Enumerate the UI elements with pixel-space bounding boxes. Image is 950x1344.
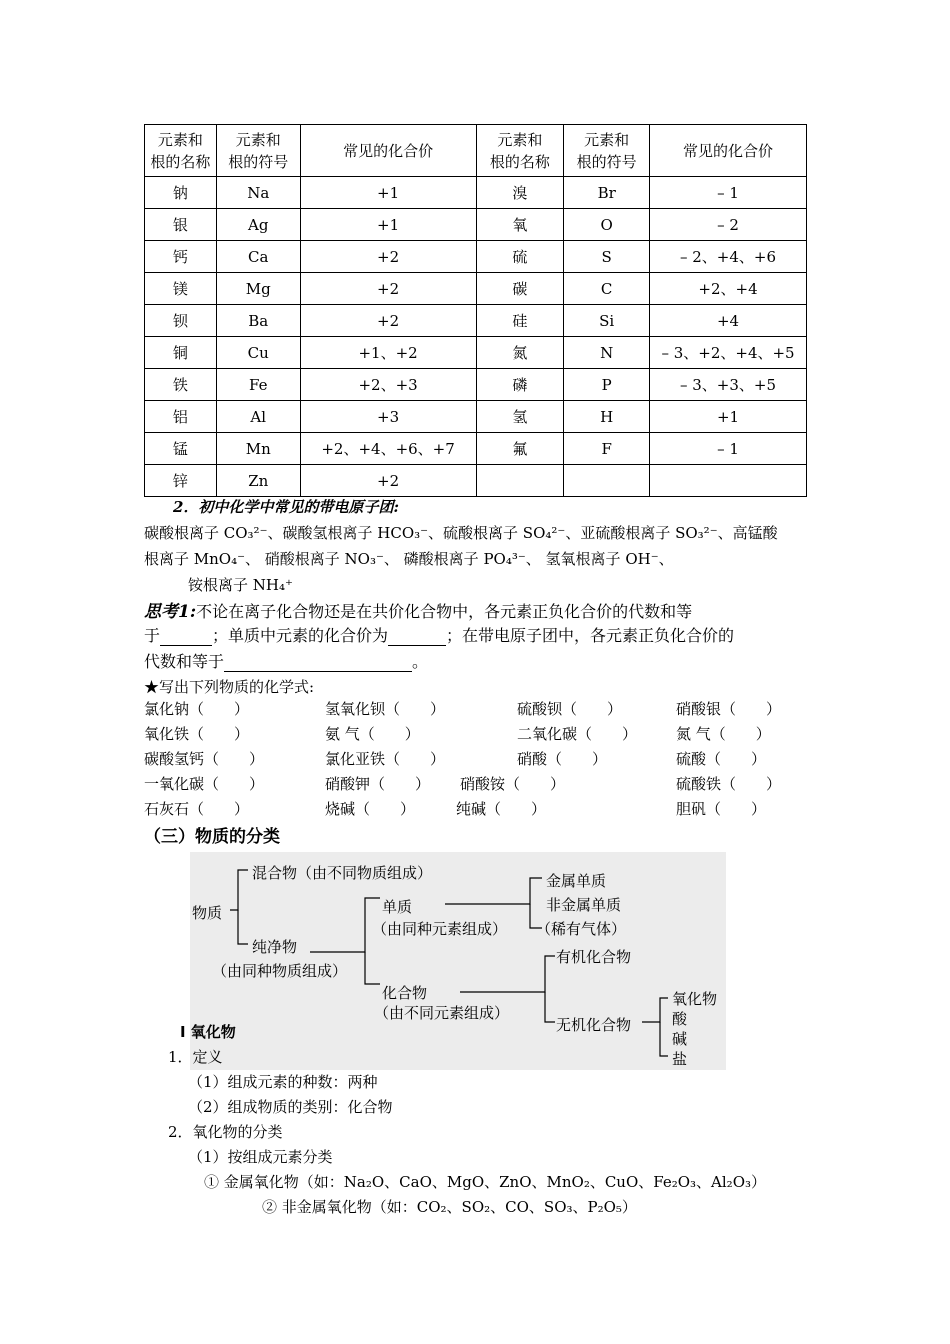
table-cell: – 2 <box>650 209 807 241</box>
table-cell: 氮 <box>476 337 564 369</box>
metal-oxide-line: ① 金属氧化物（如：Na₂O、CaO、MgO、ZnO、MnO₂、CuO、Fe₂O₃、Al₂O₃） <box>204 1173 767 1191</box>
table-cell: 氟 <box>476 433 564 465</box>
exercise-item[interactable]: 碳酸氢钙（ ） <box>144 750 265 768</box>
table-cell: 镁 <box>145 273 217 305</box>
table-cell: +1 <box>650 401 807 433</box>
table-cell: Fe <box>216 369 300 401</box>
table-row <box>145 465 807 497</box>
table-row <box>145 337 807 369</box>
ion-line-1: 碳酸根离子 CO₃²⁻、碳酸氢根离子 HCO₃⁻、硫酸根离子 SO₄²⁻、亚硫酸根离子 SO₃²⁻、高锰酸 <box>144 524 778 542</box>
exercise-item[interactable]: 氧化铁（ ） <box>144 725 250 743</box>
oxide-def-2: （2）组成物质的类别：化合物 <box>188 1098 393 1116</box>
oxide-cls-1: （1）按组成元素分类 <box>188 1148 333 1166</box>
table-cell: +2 <box>300 465 476 497</box>
table-cell: +1 <box>300 209 476 241</box>
exercise-item[interactable]: 氯化钠（ ） <box>144 700 250 718</box>
table-cell: 钙 <box>145 241 217 273</box>
node-pure-sub: （由同种物质组成） <box>212 962 348 980</box>
node-salt: 盐 <box>672 1050 688 1068</box>
table-cell: Al <box>216 401 300 433</box>
table-cell: – 2、+4、+6 <box>650 241 807 273</box>
table-cell: 铝 <box>145 401 217 433</box>
think-line-3 <box>144 649 428 672</box>
table-header-cell: 元素和 根的符号 <box>216 125 300 177</box>
table-row <box>145 209 807 241</box>
table-cell: 铁 <box>145 369 217 401</box>
table-cell: +2 <box>300 305 476 337</box>
exercise-item[interactable]: 氨 气（ ） <box>325 725 420 743</box>
nonmetal-oxide-line: ② 非金属氧化物（如：CO₂、SO₂、CO、SO₃、P₂O₅） <box>262 1198 637 1216</box>
table-row <box>145 241 807 273</box>
think-text-2a: 于 <box>144 626 161 645</box>
exercise-item[interactable]: 烧碱（ ） <box>325 800 416 818</box>
table-cell: 碳 <box>476 273 564 305</box>
think-text-1: 不论在离子化合物还是在共价化合物中，各元素正负化合价的代数和等 <box>196 602 693 621</box>
think-text-3b: 。 <box>412 652 429 671</box>
oxide-def-1: （1）组成元素的种数：两种 <box>188 1073 378 1091</box>
table-cell: Na <box>216 177 300 209</box>
table-cell: Br <box>564 177 650 209</box>
table-cell: Cu <box>216 337 300 369</box>
table-header-row <box>145 125 807 177</box>
table-row <box>145 177 807 209</box>
node-oxide: 氧化物 <box>672 990 718 1008</box>
exercise-item[interactable]: 纯碱（ ） <box>456 800 547 818</box>
exercise-title: ★写出下列物质的化学式: <box>144 678 315 696</box>
table-cell: – 1 <box>650 433 807 465</box>
exercise-item[interactable]: 硫酸钡（ ） <box>517 700 623 718</box>
table-cell <box>476 465 564 497</box>
ion-line-3: 铵根离子 NH₄⁺ <box>188 576 293 594</box>
ion-line-2: 根离子 MnO₄⁻、 硝酸根离子 NO₃⁻、 磷酸根离子 PO₄³⁻、 氢氧根离子 OH⁻、 <box>144 550 674 568</box>
node-inorganic: 无机化合物 <box>556 1016 632 1034</box>
table-cell: 氢 <box>476 401 564 433</box>
node-noble: （稀有气体） <box>536 920 627 938</box>
table-cell: – 3、+2、+4、+5 <box>650 337 807 369</box>
section3-title: （三）物质的分类 <box>144 827 280 847</box>
table-cell: Ag <box>216 209 300 241</box>
table-row <box>145 433 807 465</box>
node-element-sub: （由同种元素组成） <box>372 920 508 938</box>
exercise-item[interactable]: 胆矾（ ） <box>676 800 767 818</box>
exercise-item[interactable]: 硝酸钾（ ） <box>325 775 431 793</box>
oxide-heading: Ⅰ 氧化物 <box>180 1023 236 1041</box>
table-cell: Mn <box>216 433 300 465</box>
node-base: 碱 <box>672 1030 688 1048</box>
table-cell: F <box>564 433 650 465</box>
blank-2[interactable] <box>388 626 446 646</box>
table-cell: Ca <box>216 241 300 273</box>
table-cell: 银 <box>145 209 217 241</box>
table-cell: 硅 <box>476 305 564 337</box>
table-row <box>145 369 807 401</box>
table-cell: +4 <box>650 305 807 337</box>
node-element: 单质 <box>382 898 413 916</box>
table-cell: – 3、+3、+5 <box>650 369 807 401</box>
think-label: 思考1: <box>144 602 197 622</box>
table-row <box>145 273 807 305</box>
table-header-cell: 常见的化合价 <box>650 125 807 177</box>
table-cell: +1 <box>300 177 476 209</box>
exercise-item[interactable]: 硫酸铁（ ） <box>676 775 782 793</box>
table-cell: 钡 <box>145 305 217 337</box>
table-cell: +2、+4、+6、+7 <box>300 433 476 465</box>
node-acid: 酸 <box>672 1010 688 1028</box>
blank-3[interactable] <box>224 652 412 672</box>
node-nonmetal: 非金属单质 <box>546 896 622 914</box>
node-organic: 有机化合物 <box>556 948 632 966</box>
table-cell: +2、+3 <box>300 369 476 401</box>
table-cell: 钠 <box>145 177 217 209</box>
table-cell: 磷 <box>476 369 564 401</box>
node-matter: 物质 <box>192 904 223 922</box>
table-cell: – 1 <box>650 177 807 209</box>
classification-diagram <box>190 852 726 1070</box>
table-cell: 锰 <box>145 433 217 465</box>
node-compound-sub: （由不同元素组成） <box>374 1004 510 1022</box>
section2-title: 2．初中化学中常见的带电原子团: <box>173 498 399 516</box>
valence-table <box>144 124 807 497</box>
think-line-2 <box>144 623 734 646</box>
table-cell: +2 <box>300 273 476 305</box>
table-cell: 锌 <box>145 465 217 497</box>
table-cell <box>650 465 807 497</box>
think-text-2c: ；在带电原子团中，各元素正负化合价的 <box>446 626 735 645</box>
table-cell: Mg <box>216 273 300 305</box>
think-line-1 <box>144 597 692 622</box>
table-cell: P <box>564 369 650 401</box>
exercise-item[interactable]: 硝酸（ ） <box>517 750 608 768</box>
table-cell: O <box>564 209 650 241</box>
table-row <box>145 305 807 337</box>
oxide-cls: 2．氧化物的分类 <box>168 1123 283 1141</box>
think-text-3a: 代数和等于 <box>144 652 225 671</box>
table-cell: C <box>564 273 650 305</box>
table-cell: N <box>564 337 650 369</box>
table-header-cell: 常见的化合价 <box>300 125 476 177</box>
table-cell <box>564 465 650 497</box>
table-cell: 溴 <box>476 177 564 209</box>
table-cell: +2、+4 <box>650 273 807 305</box>
table-header-cell: 元素和 根的名称 <box>145 125 217 177</box>
table-cell: Zn <box>216 465 300 497</box>
node-metal: 金属单质 <box>546 872 607 890</box>
exercise-item[interactable]: 石灰石（ ） <box>144 800 250 818</box>
table-row <box>145 401 807 433</box>
exercise-item[interactable]: 硝酸铵（ ） <box>460 775 566 793</box>
table-cell: S <box>564 241 650 273</box>
table-header-cell: 元素和 根的符号 <box>564 125 650 177</box>
table-cell: Ba <box>216 305 300 337</box>
exercise-item[interactable]: 氯化亚铁（ ） <box>325 750 446 768</box>
oxide-def: 1．定义 <box>168 1048 223 1066</box>
node-compound: 化合物 <box>382 984 428 1002</box>
exercise-item[interactable]: 硫酸（ ） <box>676 750 767 768</box>
node-mixture: 混合物（由不同物质组成） <box>252 864 433 882</box>
exercise-item[interactable]: 一氧化碳（ ） <box>144 775 265 793</box>
table-header-cell: 元素和 根的名称 <box>476 125 564 177</box>
table-cell: 硫 <box>476 241 564 273</box>
table-cell: 氧 <box>476 209 564 241</box>
exercise-item[interactable]: 二氧化碳（ ） <box>517 725 638 743</box>
exercise-item[interactable]: 氢氧化钡（ ） <box>325 700 446 718</box>
table-cell: Si <box>564 305 650 337</box>
blank-1[interactable] <box>160 626 212 646</box>
table-cell: 铜 <box>145 337 217 369</box>
table-cell: H <box>564 401 650 433</box>
table-cell: +3 <box>300 401 476 433</box>
think-text-2b: ；单质中元素的化合价为 <box>212 626 389 645</box>
node-pure: 纯净物 <box>252 938 298 956</box>
table-cell: +2 <box>300 241 476 273</box>
exercise-item[interactable]: 氮 气（ ） <box>676 725 771 743</box>
table-cell: +1、+2 <box>300 337 476 369</box>
exercise-item[interactable]: 硝酸银（ ） <box>676 700 782 718</box>
